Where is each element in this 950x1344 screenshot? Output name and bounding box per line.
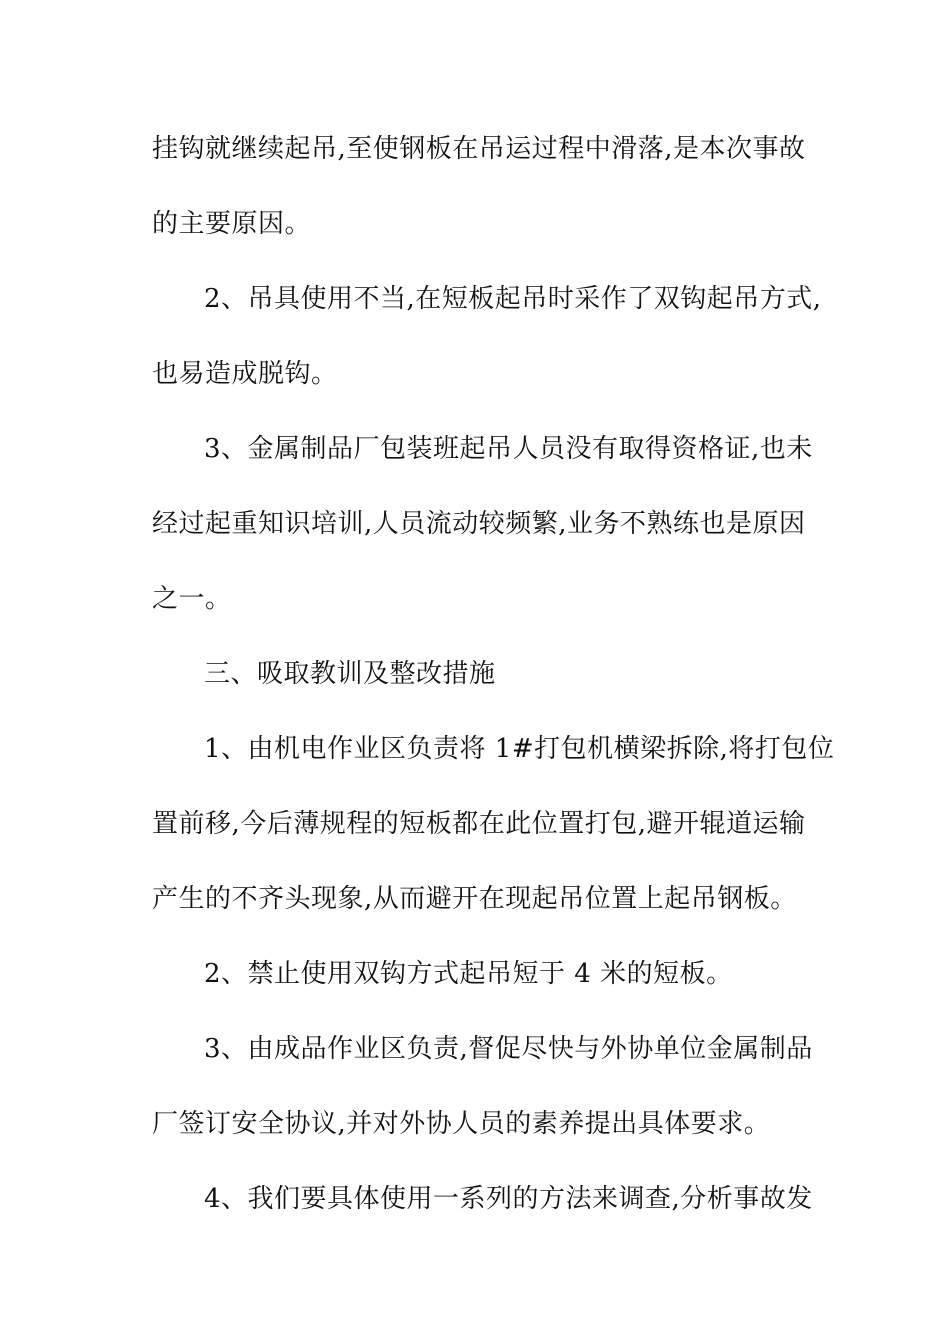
list-item-text: 2、吊具使用不当,在短板起吊时采作了双钩起吊方式,	[204, 284, 822, 314]
section-heading: 三、吸取教训及整改措施	[204, 659, 496, 689]
body-text-line: 的主要原因。	[152, 209, 312, 239]
body-text-line: 也易造成脱钩。	[152, 359, 338, 389]
body-text-line: 厂签订安全协议,并对外协人员的素养提出具体要求。	[152, 1109, 771, 1139]
list-item-text: 1、由机电作业区负责将 1#打包机横梁拆除,将打包位	[204, 734, 835, 764]
list-item-text: 4、我们要具体使用一系列的方法来调查,分析事故发	[204, 1184, 813, 1214]
list-item-text: 3、由成品作业区负责,督促尽快与外协单位金属制品	[204, 1034, 813, 1064]
list-item-text: 2、禁止使用双钩方式起吊短于 4 米的短板。	[204, 959, 733, 989]
body-text-line: 经过起重知识培训,人员流动较频繁,业务不熟练也是原因	[152, 509, 806, 539]
body-text-line: 之一。	[152, 584, 232, 614]
body-text-line: 产生的不齐头现象,从而避开在现起吊位置上起吊钢板。	[152, 884, 797, 914]
body-text-line: 置前移,今后薄规程的短板都在此位置打包,避开辊道运输	[152, 809, 806, 839]
body-text-line: 挂钩就继续起吊,至使钢板在吊运过程中滑落,是本次事故	[152, 134, 806, 164]
list-item-text: 3、金属制品厂包装班起吊人员没有取得资格证,也未	[204, 434, 813, 464]
